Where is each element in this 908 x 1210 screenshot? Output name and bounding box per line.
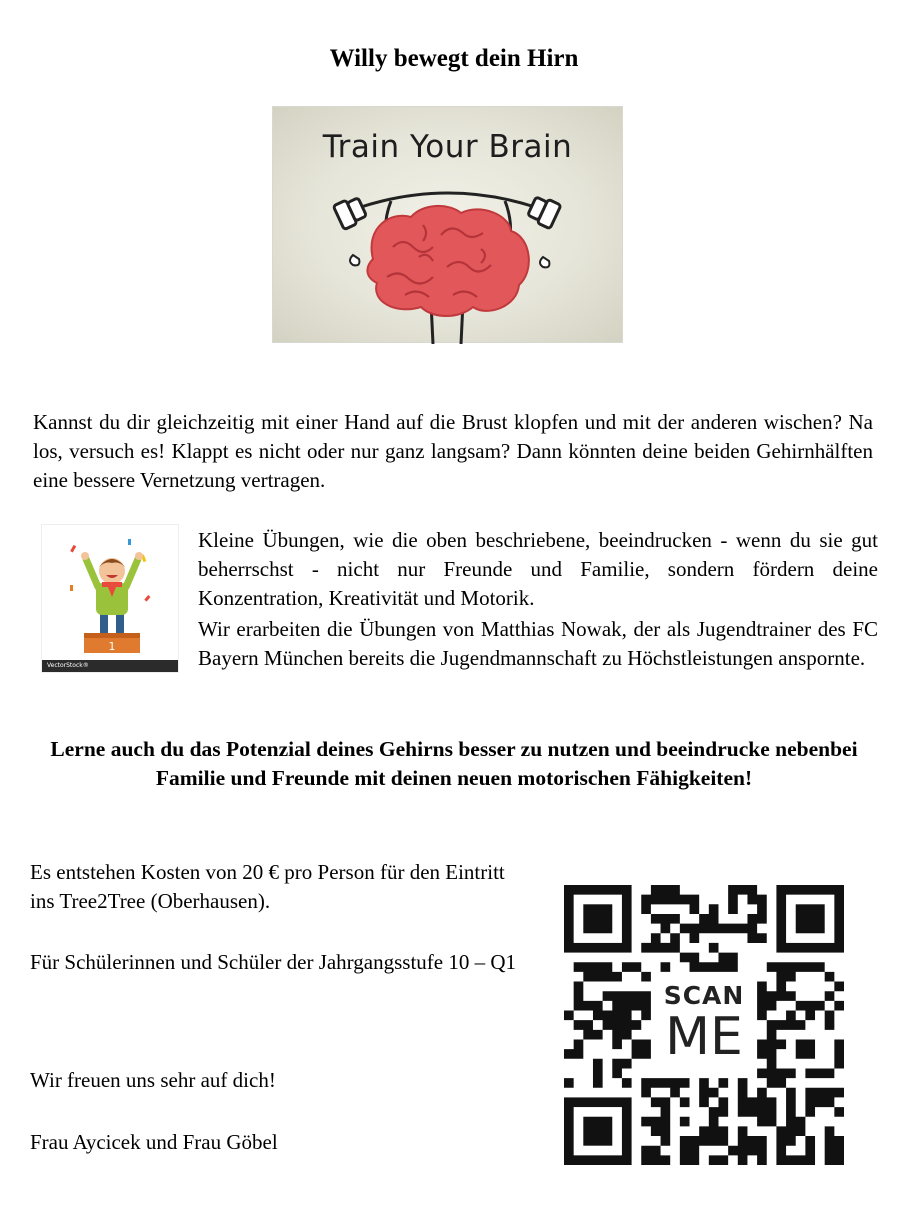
qr-scan-label: SCAN	[663, 981, 745, 1010]
intro-paragraph: Kannst du dir gleichzeitig mit einer Hand auf die Brust klopfen und mit der anderen wischen? Na los, versuch es! Klappt es nicht oder nur ganz langsam? Dann könnten deine beiden Gehirnhälften eine bessere Vernetzung vertragen.	[33, 410, 873, 492]
trainer-paragraph: Wir erarbeiten die Übungen von Matthias Nowak, der als Jugendtrainer des FC Bayern München bereits die Jugendmannschaft zu Höchstleistungen anspornte.	[198, 617, 878, 670]
winner-kid-image	[41, 524, 179, 673]
qr-code[interactable]	[564, 885, 844, 1167]
qr-center-label	[652, 977, 756, 1073]
podium-number: 1	[108, 640, 116, 653]
callout-text: Lerne auch du das Potenzial deines Gehirns besser zu nutzen und beeindrucke nebenbei Familie und Freunde mit deinen neuen motorischen Fähigkeiten!	[50, 737, 858, 790]
brain-image-caption: Train Your Brain	[322, 129, 573, 165]
benefits-paragraph: Kleine Übungen, wie die oben beschriebene, beeindrucken - wenn du sie gut beherrschst - nicht nur Freunde und Familie, sondern fördern deine Konzentration, Kreativität und Motorik.	[198, 528, 878, 610]
audience-info: Für Schülerinnen und Schüler der Jahrgangsstufe 10 – Q1	[30, 950, 517, 974]
qr-me-label: ME	[665, 1007, 743, 1067]
closing-text: Wir freuen uns sehr auf dich!	[30, 1068, 276, 1092]
signature-text: Frau Aycicek und Frau Göbel	[30, 1130, 278, 1154]
cost-info: Es entstehen Kosten von 20 € pro Person für den Eintritt ins Tree2Tree (Oberhausen).	[30, 860, 505, 913]
stock-watermark: VectorStock®	[47, 662, 89, 669]
child-on-podium-icon	[42, 525, 179, 662]
page-title: Willy bewegt dein Hirn	[329, 45, 579, 72]
train-your-brain-image	[272, 106, 623, 343]
brain-lifting-dumbbell-icon	[273, 107, 624, 344]
